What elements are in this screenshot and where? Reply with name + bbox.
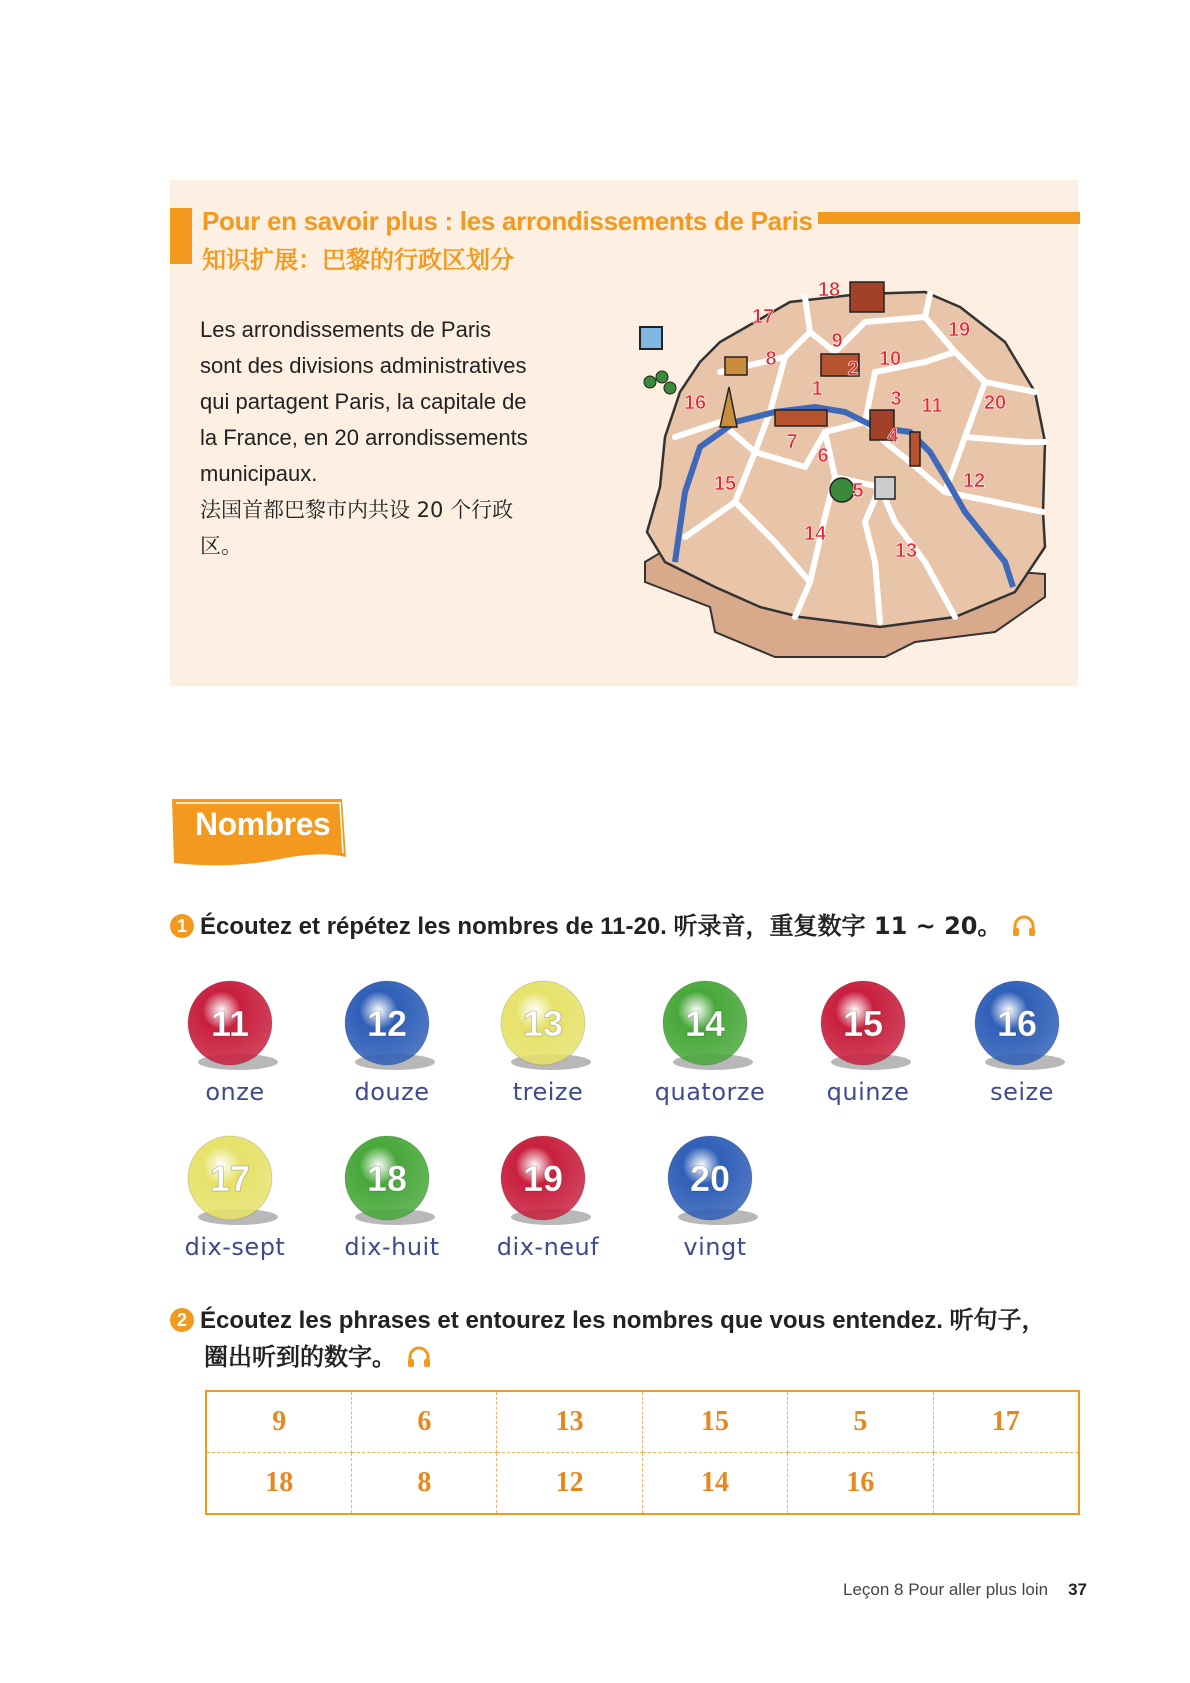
title-accent-line bbox=[818, 212, 1080, 224]
number-word: onze bbox=[205, 1078, 265, 1106]
arrondissement-label: 18 bbox=[817, 279, 841, 301]
arrondissement-label: 10 bbox=[878, 348, 902, 370]
number-word: seize bbox=[990, 1078, 1054, 1106]
number-word: quatorze bbox=[654, 1078, 766, 1106]
number-ball-item bbox=[798, 978, 938, 1106]
arrondissement-label: 20 bbox=[983, 392, 1007, 414]
info-text-zh: 法国首都巴黎市内共设 20 个行政区。 bbox=[200, 498, 514, 558]
number-ball-icon bbox=[493, 978, 603, 1078]
headphones-icon[interactable] bbox=[407, 1346, 431, 1368]
arrondissement-label: 11 bbox=[921, 395, 943, 417]
info-text-fr: Les arrondissements de Paris sont des divisions administratives qui partagent Paris, la capitale de la France, en 20 arrondissements municipaux. bbox=[200, 317, 528, 486]
arrondissement-label: 7 bbox=[786, 431, 798, 453]
headphones-icon[interactable] bbox=[1012, 915, 1036, 937]
info-title-zh: 知识扩展：巴黎的行政区划分 bbox=[202, 246, 514, 274]
number-ball-icon bbox=[813, 978, 923, 1078]
number-ball-icon bbox=[660, 1133, 770, 1233]
svg-text:12: 12 bbox=[366, 1003, 408, 1044]
info-text bbox=[200, 312, 530, 564]
arrondissement-label: 8 bbox=[765, 348, 777, 370]
number-ball-item bbox=[478, 978, 618, 1106]
instruction-zh: 听句子， bbox=[949, 1306, 1046, 1334]
page-number: 37 bbox=[1068, 1580, 1087, 1599]
number-ball-item bbox=[645, 1133, 785, 1261]
section-title: Nombres bbox=[195, 806, 331, 842]
number-ball-item bbox=[640, 978, 780, 1106]
svg-text:16: 16 bbox=[996, 1003, 1038, 1044]
number-ball-item bbox=[322, 978, 462, 1106]
number-ball-item bbox=[478, 1133, 618, 1261]
number-word: dix-neuf bbox=[496, 1233, 600, 1261]
exercise-number-badge: 1 bbox=[170, 914, 194, 938]
arrondissement-label: 17 bbox=[751, 306, 775, 328]
arrondissement-label: 19 bbox=[947, 319, 971, 341]
number-cell[interactable]: 12 bbox=[497, 1453, 642, 1515]
number-ball-icon bbox=[180, 1133, 290, 1233]
number-cell[interactable]: 17 bbox=[933, 1391, 1079, 1453]
number-ball-icon bbox=[493, 1133, 603, 1233]
number-word: quinze bbox=[826, 1078, 910, 1106]
arrondissement-label: 12 bbox=[962, 470, 986, 492]
number-ball-icon bbox=[655, 978, 765, 1078]
info-title-fr: Pour en savoir plus : les arrondissements de Paris bbox=[202, 206, 813, 236]
arrondissement-label: 6 bbox=[817, 445, 829, 467]
numbers-table bbox=[205, 1390, 1080, 1515]
number-word: vingt bbox=[683, 1233, 747, 1261]
arrondissement-label: 3 bbox=[890, 388, 902, 410]
arrondissement-label: 14 bbox=[803, 523, 827, 545]
number-ball-item bbox=[322, 1133, 462, 1261]
number-cell[interactable]: 18 bbox=[206, 1453, 352, 1515]
number-word: dix-sept bbox=[184, 1233, 286, 1261]
page-footer bbox=[843, 1580, 1087, 1600]
svg-text:15: 15 bbox=[842, 1003, 884, 1044]
number-cell[interactable]: 13 bbox=[497, 1391, 642, 1453]
number-ball-icon bbox=[967, 978, 1077, 1078]
number-cell[interactable]: 8 bbox=[352, 1453, 497, 1515]
number-word: treize bbox=[512, 1078, 584, 1106]
number-ball-item bbox=[165, 978, 305, 1106]
instruction-fr: Écoutez les phrases et entourez les nombres que vous entendez. bbox=[200, 1307, 943, 1334]
arrondissement-label: 13 bbox=[894, 540, 918, 562]
svg-text:13: 13 bbox=[522, 1003, 564, 1044]
number-word: douze bbox=[354, 1078, 430, 1106]
lesson-title: Leçon 8 Pour aller plus loin bbox=[843, 1580, 1049, 1599]
arrondissement-label: 1 bbox=[811, 378, 823, 400]
arrondissement-label: 9 bbox=[831, 330, 843, 352]
table-row bbox=[206, 1391, 1079, 1453]
arrondissement-label: 4 bbox=[887, 425, 899, 447]
arrondissement-label: 2 bbox=[847, 358, 859, 380]
svg-text:11: 11 bbox=[210, 1003, 250, 1044]
arrondissement-label: 5 bbox=[852, 480, 864, 502]
exercise-1-instruction bbox=[170, 906, 1036, 941]
instruction-fr: Écoutez et répétez les nombres de 11-20. bbox=[200, 913, 667, 940]
number-ball-icon bbox=[337, 978, 447, 1078]
number-cell bbox=[933, 1453, 1079, 1515]
number-word: dix-huit bbox=[344, 1233, 440, 1261]
table-row bbox=[206, 1453, 1079, 1515]
svg-text:18: 18 bbox=[366, 1158, 408, 1199]
svg-text:20: 20 bbox=[689, 1158, 731, 1199]
number-cell[interactable]: 5 bbox=[788, 1391, 933, 1453]
arrondissement-label: 16 bbox=[683, 392, 707, 414]
exercise-number-badge: 2 bbox=[170, 1308, 194, 1332]
paris-map bbox=[625, 262, 1075, 662]
instruction-zh: 听录音，重复数字 11 ~ 20。 bbox=[673, 912, 1002, 940]
svg-text:14: 14 bbox=[684, 1003, 726, 1044]
number-ball-item bbox=[952, 978, 1092, 1106]
number-cell[interactable]: 16 bbox=[788, 1453, 933, 1515]
svg-text:19: 19 bbox=[522, 1158, 564, 1199]
exercise-2-instruction bbox=[170, 1302, 1070, 1376]
number-ball-icon bbox=[180, 978, 290, 1078]
arrondissement-label: 15 bbox=[713, 473, 737, 495]
instruction-zh: 圈出听到的数字。 bbox=[204, 1343, 396, 1371]
title-accent-bar bbox=[170, 208, 192, 264]
number-cell[interactable]: 9 bbox=[206, 1391, 352, 1453]
number-ball-icon bbox=[337, 1133, 447, 1233]
number-cell[interactable]: 15 bbox=[642, 1391, 787, 1453]
info-box bbox=[170, 180, 1078, 686]
number-cell[interactable]: 14 bbox=[642, 1453, 787, 1515]
number-ball-item bbox=[165, 1133, 305, 1261]
svg-text:17: 17 bbox=[209, 1158, 251, 1199]
number-cell[interactable]: 6 bbox=[352, 1391, 497, 1453]
